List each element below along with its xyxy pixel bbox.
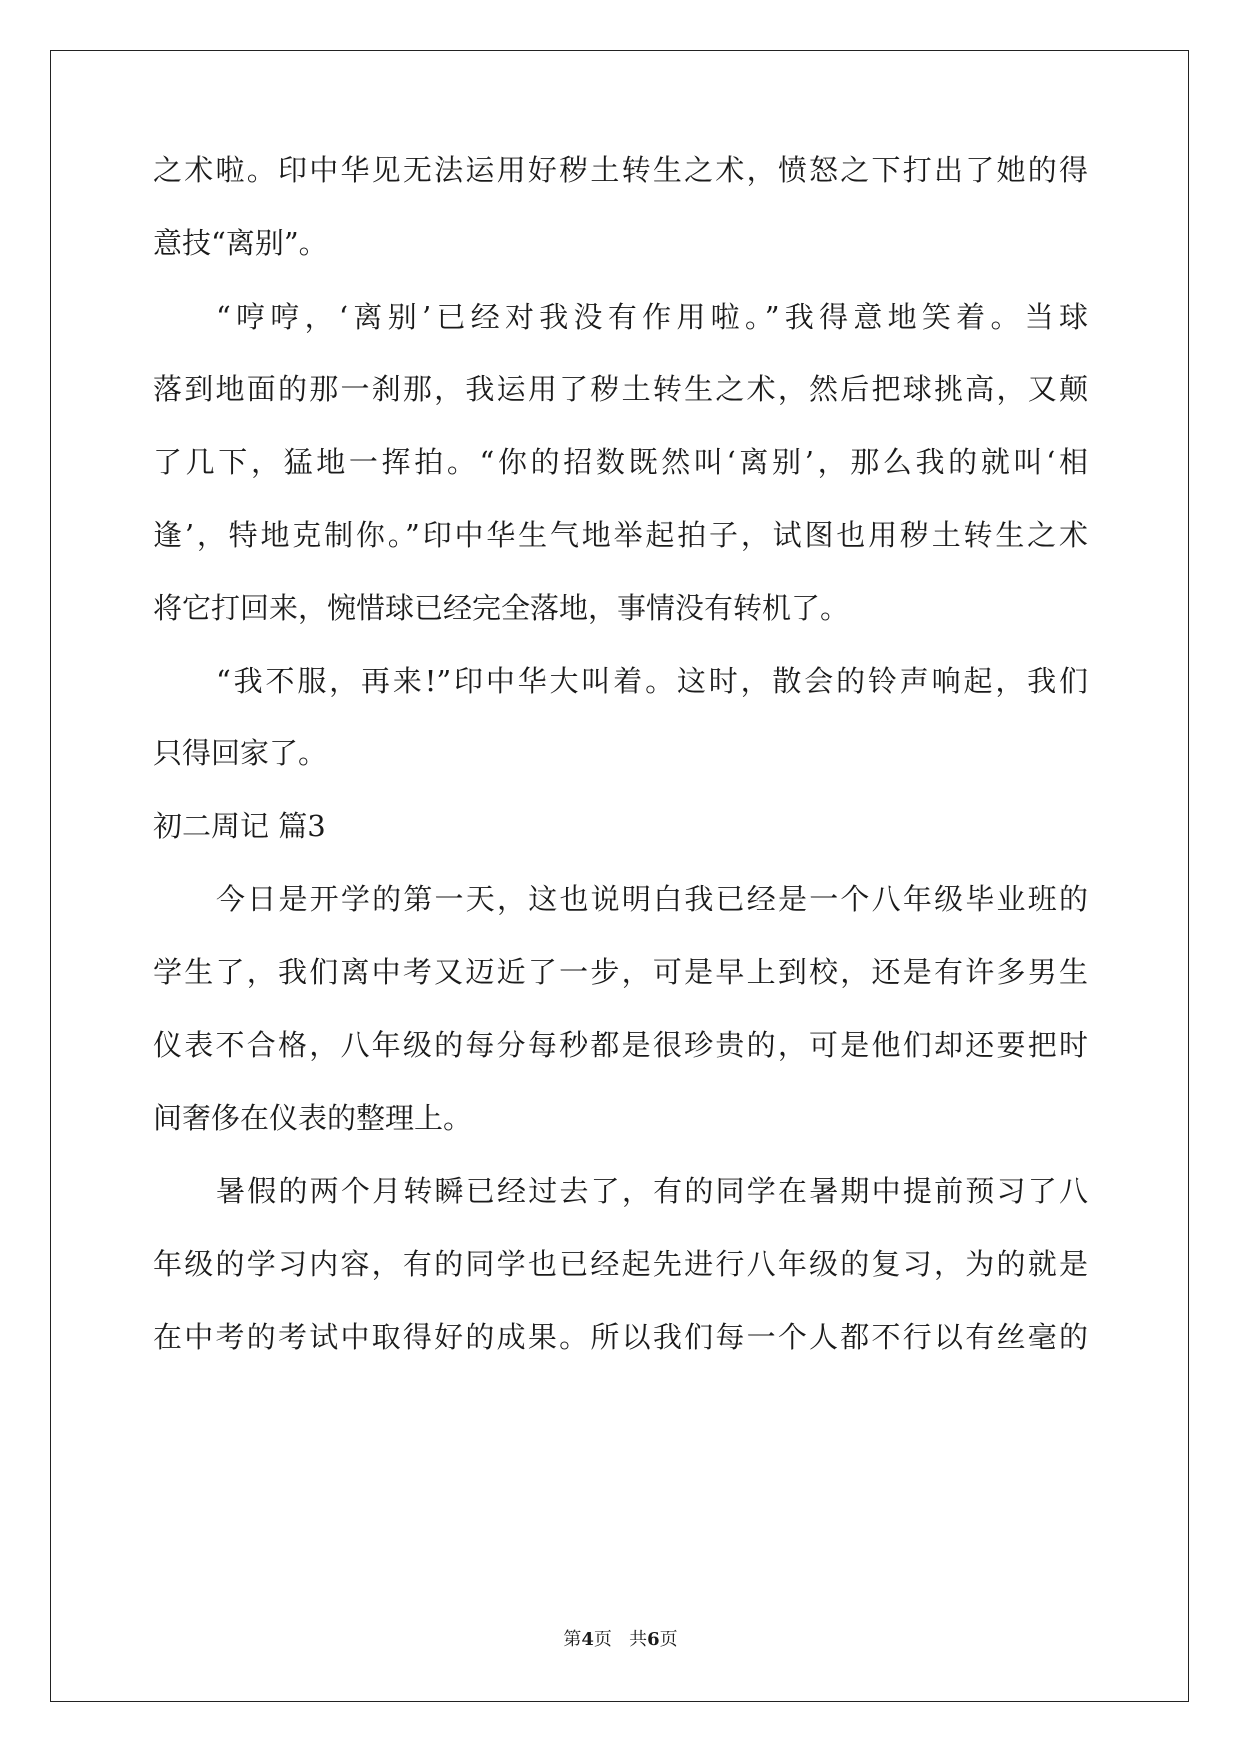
footer-page-word: 页 <box>593 1629 612 1650</box>
section-heading: 初二周记 篇3 <box>153 809 326 843</box>
body-line: 之术啦。印中华见无法运用好秽土转生之术，愤怒之下打出了她的得 <box>153 153 1088 187</box>
body-line: 学生了，我们离中考又迈近了一步，可是早上到校，还是有许多男生 <box>153 955 1088 989</box>
total-page-number: 6 <box>647 1629 660 1650</box>
body-line: 年级的学习内容，有的同学也已经起先进行八年级的复习，为的就是 <box>153 1247 1088 1281</box>
body-line: 只得回家了。 <box>153 736 328 770</box>
body-line: 意技“离别”。 <box>153 226 328 260</box>
body-line: 今日是开学的第一天，这也说明白我已经是一个八年级毕业班的 <box>216 882 1088 916</box>
body-line: 逢’，特地克制你。”印中华生气地举起拍子，试图也用秽土转生之术 <box>153 518 1088 552</box>
body-line: 将它打回来，惋惜球已经完全落地，事情没有转机了。 <box>153 591 850 625</box>
body-line: 暑假的两个月转瞬已经过去了，有的同学在暑期中提前预习了八 <box>216 1174 1088 1208</box>
page-number-footer <box>0 1628 1241 1652</box>
body-line: 落到地面的那一刹那，我运用了秽土转生之术，然后把球挑高，又颠 <box>153 372 1088 406</box>
current-page-number: 4 <box>581 1629 594 1650</box>
body-line: 仪表不合格，八年级的每分每秒都是很珍贵的，可是他们却还要把时 <box>153 1028 1088 1062</box>
body-line: 间奢侈在仪表的整理上。 <box>153 1101 473 1135</box>
footer-total-prefix: 共 <box>629 1629 648 1650</box>
body-line: “我不服，再来!”印中华大叫着。这时，散会的铃声响起，我们 <box>216 664 1088 698</box>
footer-total-suffix: 页 <box>659 1629 678 1650</box>
body-line: 在中考的考试中取得好的成果。所以我们每一个人都不行以有丝毫的 <box>153 1320 1088 1354</box>
body-line: 了几下，猛地一挥拍。“你的招数既然叫‘离别’，那么我的就叫‘相 <box>153 445 1088 479</box>
body-line: “哼哼，‘离别’已经对我没有作用啦。”我得意地笑着。当球 <box>216 300 1088 334</box>
footer-prefix: 第 <box>563 1629 582 1650</box>
